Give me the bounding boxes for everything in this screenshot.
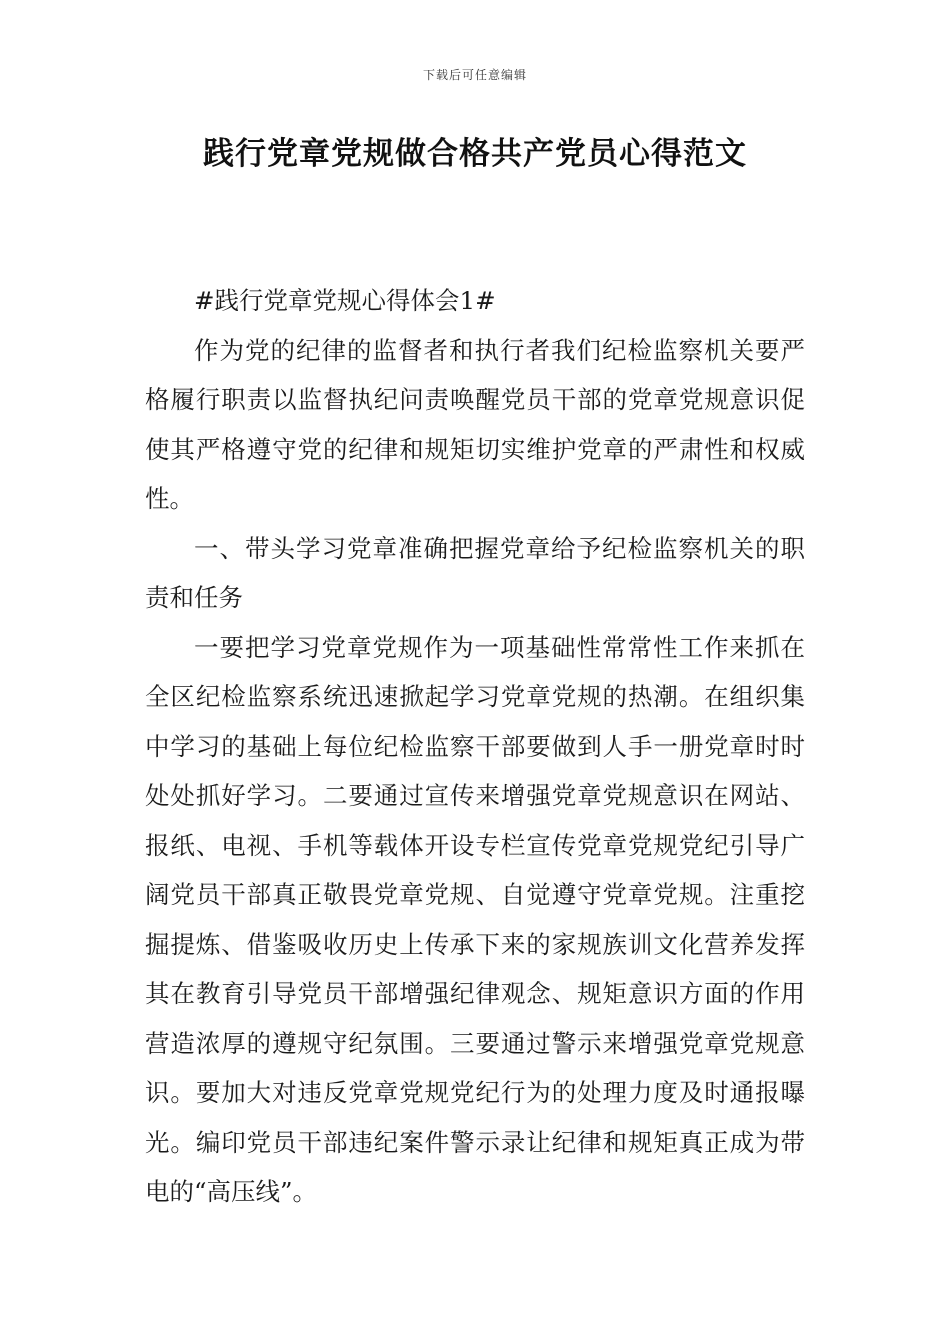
header-note: 下载后可任意编辑 (422, 68, 527, 82)
body-paragraph: 一要把学习党章党规作为一项基础性常常性工作来抓在全区纪检监察系统迅速掀起学习党章党规的热潮。在组织集中学习的基础上每位纪检监察干部要做到人手一册党章时时处处抓好学习。二要通过宣传来增强党章党规意识在网站、报纸、电视、手机等载体开设专栏宣传党章党规党纪引导广阔党员干部真正敬畏党章党规、自觉遵守党章党规。注重挖掘提炼、借鉴吸收历史上传承下来的家规族训文化营养发挥其在教育引导党员干部增强纪律观念、规矩意识方面的作用营造浓厚的遵规守纪氛围。三要通过警示来增强党章党规意识。要加大对违反党章党规党纪行为的处理力度及时通报曝光。编印党员干部违纪案件警示录让纪律和规矩真正成为带电的“高压线”。 (145, 632, 805, 1206)
subsection-heading: 一、带头学习党章准确把握党章给予纪检监察机关的职责和任务 (145, 533, 805, 612)
document-body (145, 276, 805, 1217)
section-heading: #践行党章党规心得体会1# (194, 286, 496, 315)
document-title: 践行党章党规做合格共产党员心得范文 (203, 136, 747, 172)
body-paragraph: 作为党的纪律的监督者和执行者我们纪检监察机关要严格履行职责以监督执纪问责唤醒党员干部的党章党规意识促使其严格遵守党的纪律和规矩切实维护党章的严肃性和权威性。 (145, 335, 805, 513)
